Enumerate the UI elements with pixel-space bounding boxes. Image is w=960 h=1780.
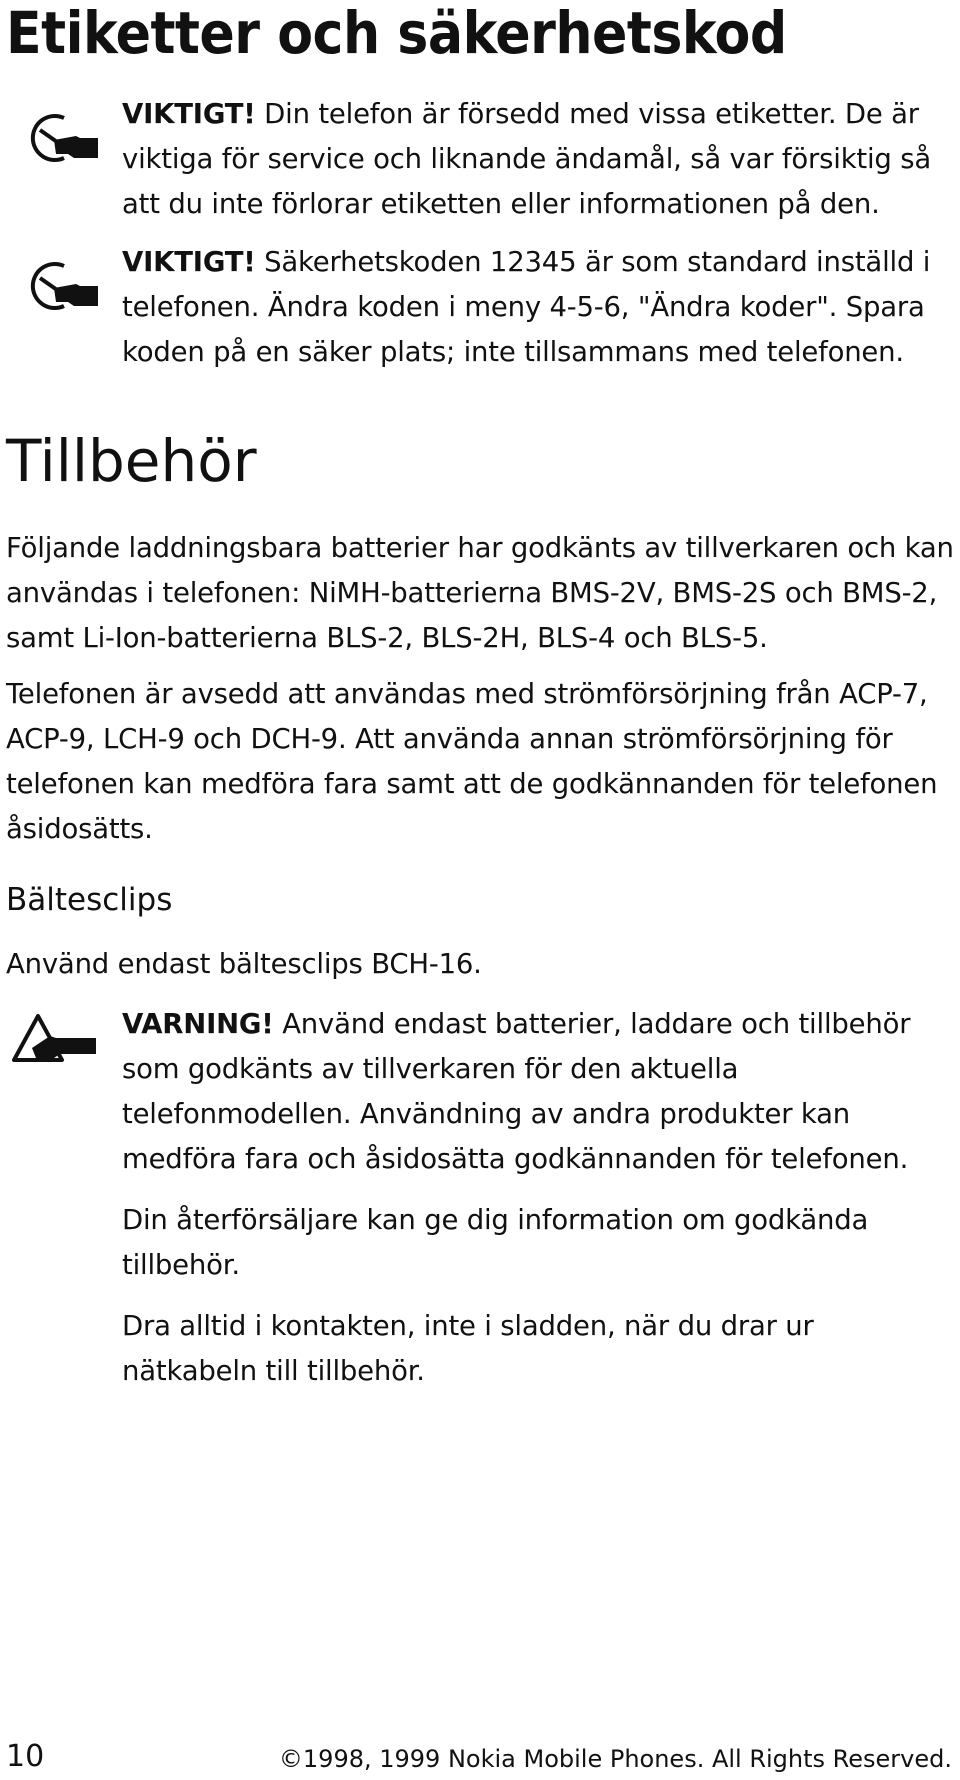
copyright-notice: ©1998, 1999 Nokia Mobile Phones. All Rights Reserved. bbox=[278, 1745, 952, 1773]
section-heading-accessories: Tillbehör bbox=[6, 427, 257, 495]
page-number: 10 bbox=[6, 1739, 45, 1774]
pointing-hand-icon bbox=[24, 256, 100, 314]
accessories-power-paragraph: Telefonen är avsedd att användas med strömförsörjning från ACP-7, ACP-9, LCH-9 och DCH-9. Att använda annan strömförsörjning för telefonen kan medföra fara samt att de godkännanden för telefonen åsidosätts. bbox=[6, 678, 938, 845]
note-label: VIKTIGT! bbox=[122, 246, 256, 278]
warning-text: Använd endast batterier, laddare och tillbehör som godkänts av tillverkaren för den aktuella telefonmodellen. Användning av andra produkter kan medföra fara och åsidosätta godkännanden för telefonen. bbox=[122, 1008, 911, 1175]
warning-hand-icon bbox=[10, 1010, 98, 1068]
subheading-beltclip: Bältesclips bbox=[6, 882, 173, 918]
note-important-labels bbox=[122, 92, 952, 227]
warning-dealer-paragraph: Din återförsäljare kan ge dig information om godkända tillbehör. bbox=[122, 1204, 869, 1281]
note-text: Din telefon är försedd med vissa etiketter. De är viktiga för service och liknande ändamål, så var försiktig så att du inte förlorar etiketten eller informationen på den. bbox=[122, 98, 932, 220]
pointing-hand-icon bbox=[24, 108, 100, 166]
warning-paragraph bbox=[122, 1002, 952, 1182]
warning-label: VARNING! bbox=[122, 1008, 274, 1040]
note-label: VIKTIGT! bbox=[122, 98, 256, 130]
page-title: Etiketter och säkerhetskod bbox=[6, 0, 787, 67]
note-security-code bbox=[122, 240, 952, 375]
warning-unplug-paragraph: Dra alltid i kontakten, inte i sladden, när du drar ur nätkabeln till tillbehör. bbox=[122, 1310, 814, 1387]
beltclip-paragraph: Använd endast bältesclips BCH-16. bbox=[6, 948, 482, 980]
note-text: Säkerhetskoden 12345 är som standard inställd i telefonen. Ändra koden i meny 4-5-6, "Ändra koder". Spara koden på en säker plats; inte tillsammans med telefonen. bbox=[122, 246, 931, 368]
accessories-batteries-paragraph: Följande laddningsbara batterier har godkänts av tillverkaren och kan användas i telefonen: NiMH-batterierna BMS-2V, BMS-2S och BMS-2, samt Li-Ion-batterierna BLS-2, BLS-2H, BLS-4 och BLS-5. bbox=[6, 532, 954, 654]
